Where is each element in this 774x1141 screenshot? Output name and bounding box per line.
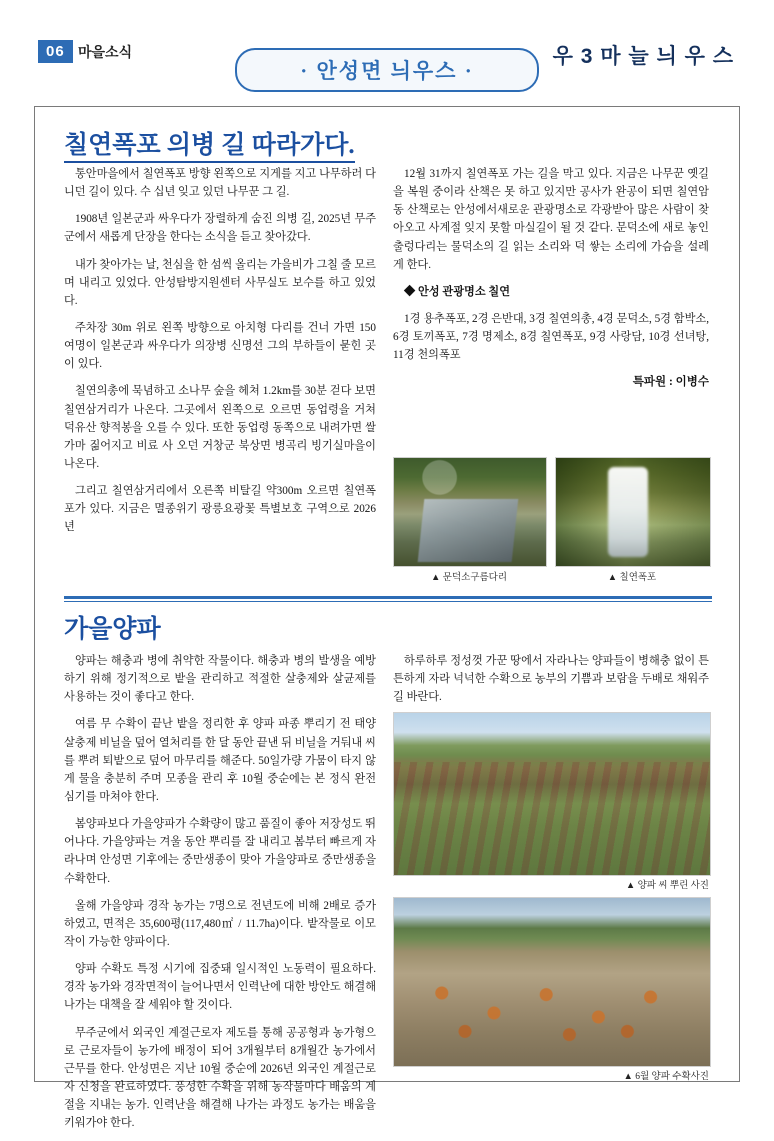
photo-caption: ▲ 칠연폭포 [607, 573, 657, 583]
content-frame [34, 106, 740, 1130]
photo-onion-seeded-field [393, 712, 711, 876]
article1-headline-text: 칠연폭포 의병 길 따라가다. [64, 132, 355, 163]
publication-logo: 우 3 마 늘 늬 우 스 [552, 45, 734, 68]
stream-photo-image [394, 458, 546, 566]
paragraph: 무주군에서 외국인 계절근로자 제도를 통해 공공형과 농가형으로 근로자들이 농가에 배정이 되어 3개월부터 8개월간 농가에서 근무를 한다. 안성면은 지난 10월 중순에 2026년 외국인 계절근로자 신청을 완료하였다. 풍성한 수확을 위해 농작물마다 배움의 계절을 지내는 농가. 인력난을 해결해 나가는 과정도 농가는 배움을 키워가야 한다. [64, 1026, 376, 1130]
paragraph: 여름 무 수확이 끝난 밭을 정리한 후 양파 파종 뿌리기 전 태양 살충제 비닐을 덮어 열처리를 한 달 동안 끝낸 뒤 비닐을 거둬내 씨를 뿌려 퇴밭으로 덮어 마무리를 해준다. 50일가량 가뭄이 타지 않게 물을 충분히 주며 모종을 관리 후 10월 중순에는 본 정식 완전심기를 마쳐야 한다. [64, 718, 376, 803]
article1-byline: 특파원 : 이병수 [632, 376, 709, 389]
paragraph: 칠연의총에 묵념하고 소나무 숲을 헤쳐 1.2km를 30분 걷다 보면 칠연삼거리가 나온다. 그곳에서 왼쪽으로 오르면 동업령을 거쳐 덕유산 향적봉을 오를 수 있다. 또한 동업령 동쪽으로 내려가면 쌀가마 짊어지고 비료 사 오던 거창군 북상면 병곡리 빙기실마을이 나온다. [64, 385, 376, 470]
article1-column-right [393, 165, 709, 392]
photo-caption: ▲ 양파 씨 뿌린 사진 [625, 881, 709, 891]
section-label: 마을소식 [78, 44, 133, 60]
photo-onion-harvest [393, 897, 711, 1067]
paragraph: 양파는 해충과 병에 취약한 작물이다. 해충과 병의 발생을 예방하기 위해 정기적으로 밭을 관리하고 적절한 살충제와 살균제를 사용하는 것이 좋다고 한다. [64, 655, 376, 704]
paragraph: 주차장 30m 위로 왼쪽 방향으로 아치형 다리를 건너 가면 150 여명이 일본군과 싸우다가 의장병 신명선 그의 부하들이 묻힌 곳이 있다. [64, 321, 376, 371]
article-chilyeon-falls [35, 107, 741, 583]
article2-column-left [64, 652, 376, 1141]
paragraph: 하루하루 정성껏 가꾼 땅에서 자라나는 양파들이 병해충 없이 튼튼하게 자라 넉넉한 수확으로 농부의 기쁨과 보람을 두배로 채워주길 바란다. [393, 655, 709, 704]
paragraph: 그리고 칠연삼거리에서 오른쪽 비탈길 약300m 오르면 칠연폭포가 있다. 지금은 멸종위기 광릉요광꽃 특별보호 구역으로 2026년 [64, 485, 376, 534]
paragraph: 올해 가을양파 경작 농가는 7명으로 전년도에 비해 2배로 증가하였고, 면적은 35,600평(117,480㎡ / 11.7ha)이다. 밭작물로 이모작이 가능한 양파이다. [64, 899, 376, 948]
article2-headline: 가을양파 [64, 616, 161, 643]
paragraph: 12월 31까지 칠연폭포 가는 길을 막고 있다. 지금은 나무꾼 옛길을 복원 중이라 산책은 못 하고 있지만 공사가 완공이 되면 칠연암동 산책로는 안성에서새로운 관광명소로 각광받아 많은 사람이 찾아오고 사계절 잊지 못할 마실길이 될 것 같다. 문덕소에 새로 놓인 출렁다리는 물덕소의 길 읽는 소리와 덕 쌓는 소리에 가슴을 설레게 한다. [393, 168, 709, 271]
section-divider [64, 596, 712, 599]
paragraph: 봄양파보다 가을양파가 수확량이 많고 품질이 좋아 저장성도 뛰어나다. 가을양파는 겨울 동안 뿌리를 잘 내리고 봄부터 빠르게 자라나며 안성면 기후에는 중만생종이 맞아 가을양파로 중만생종을 수확한다. [64, 818, 376, 885]
places-heading: ◆ 안성 관광명소 칠연 [404, 285, 511, 298]
article1-column-left [64, 165, 376, 546]
harvest-photo-image [394, 898, 710, 1066]
paragraph: 통안마을에서 칠연폭포 방향 왼쪽으로 지게를 지고 나무하러 다니던 길이 있다. 수 십년 잊고 있던 나무꾼 그 길. [64, 168, 376, 199]
page-number: 06 [38, 40, 73, 63]
photo-chilyeon-falls [555, 457, 711, 567]
paragraph: 내가 찾아가는 날, 천심을 한 섬씩 올리는 가을비가 그칠 줄 모르며 내리고 있었다. 안성탐방지원센터 사무실도 보수를 하고 있었다. [64, 258, 376, 307]
masthead-title: · 안성면 늬우스 · [235, 48, 539, 92]
paragraph: 1908년 일본군과 싸우다가 장렬하게 숨진 의병 길, 2025년 무주군에서 새롭게 단장을 한다는 소식을 듣고 찾아갔다. [64, 213, 376, 244]
waterfall-photo-image [556, 458, 710, 566]
photo-caption: ▲ 문덕소구름다리 [430, 573, 508, 583]
page-header [0, 0, 774, 95]
photo-caption: ▲ 6월 양파 수확사진 [623, 1072, 709, 1082]
places-list: 1경 용추폭포, 2경 은반대, 3경 칠연의총, 4경 문덕소, 5경 함박소, 6경 토끼폭포, 7경 명제소, 8경 칠연폭포, 9경 사랑담, 10경 선녀탕, 11경 천의폭포 [393, 312, 709, 362]
article1-headline [64, 125, 355, 161]
photo-mundeokso-bridge [393, 457, 547, 567]
field-photo-image [394, 713, 710, 875]
paragraph: 양파 수확도 특정 시기에 집중돼 일시적인 노동력이 필요하다. 경작 농가와 경작면적이 늘어나면서 인력난에 대한 방안도 해결해 나가는 대책을 잘 세워야 할 것이다. [64, 963, 376, 1012]
